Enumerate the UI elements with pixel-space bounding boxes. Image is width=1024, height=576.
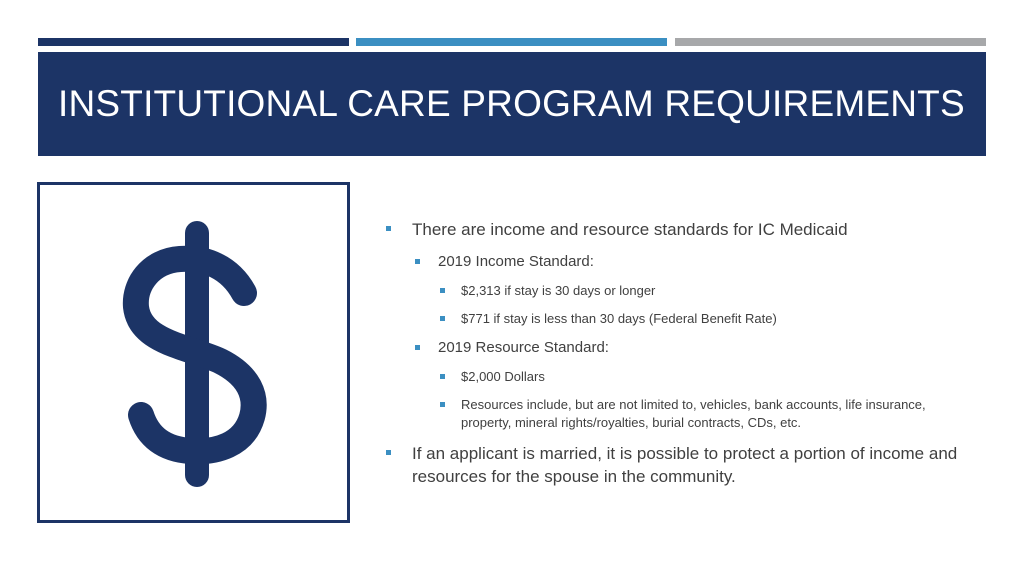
list-item: [386, 396, 986, 432]
list-item: [386, 218, 986, 241]
slide-title: INSTITUTIONAL CARE PROGRAM REQUIREMENTS: [58, 83, 965, 124]
list-item-text: $771 if stay is less than 30 days (Federal Benefit Rate): [461, 311, 777, 326]
accent-bar-gray: [675, 38, 986, 46]
list-item-text: 2019 Resource Standard:: [438, 339, 609, 356]
list-item: [386, 368, 986, 386]
square-bullet-icon: [440, 402, 445, 407]
square-bullet-icon: [440, 316, 445, 321]
list-item-text: 2019 Income Standard:: [438, 253, 594, 270]
dollar-sign-icon: [40, 185, 347, 520]
title-banner: [38, 52, 986, 156]
square-bullet-icon: [415, 259, 420, 264]
square-bullet-icon: [415, 345, 420, 350]
list-item-text: $2,000 Dollars: [461, 369, 545, 384]
list-item: [386, 252, 986, 272]
icon-frame: [37, 182, 350, 523]
list-item-text: If an applicant is married, it is possible to protect a portion of income and resources for the spouse in the community.: [412, 444, 958, 486]
list-item-text: There are income and resource standards for IC Medicaid: [412, 220, 848, 239]
square-bullet-icon: [386, 450, 391, 455]
list-item: [386, 338, 986, 358]
list-item: [386, 310, 986, 328]
list-item: [386, 442, 986, 488]
bullet-list: [386, 218, 986, 488]
list-item-text: Resources include, but are not limited to, vehicles, bank accounts, life insurance, property, mineral rights/royalties, burial contracts, CDs, etc.: [461, 397, 926, 430]
accent-bar-navy: [38, 38, 349, 46]
accent-bar-blue: [356, 38, 667, 46]
square-bullet-icon: [440, 374, 445, 379]
list-item-text: $2,313 if stay is 30 days or longer: [461, 283, 656, 298]
list-item: [386, 282, 986, 300]
square-bullet-icon: [386, 226, 391, 231]
square-bullet-icon: [440, 288, 445, 293]
